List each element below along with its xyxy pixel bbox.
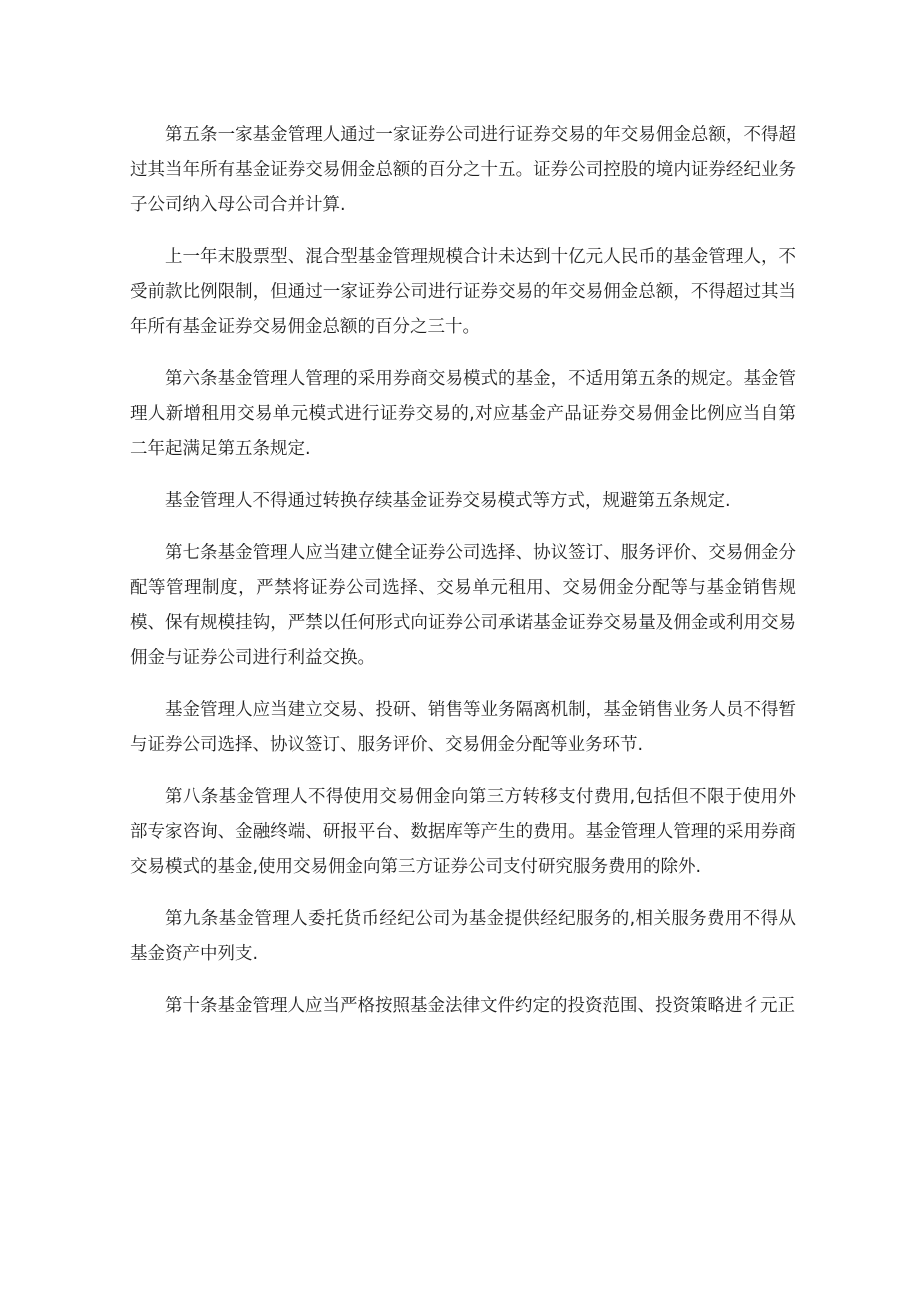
paragraph-article-5: 第五条一家基金管理人通过一家证券公司进行证券交易的年交易佣金总额，不得超过其当年所有基金证券交易佣金总额的百分之十五。证券公司控股的境内证券经纪业务子公司纳入母公司合并计算. (130, 125, 796, 215)
paragraph-article-5-exception: 上一年末股票型、混合型基金管理规模合计未达到十亿元人民币的基金管理人，不受前款比例限制，但通过一家证券公司进行证券交易的年交易佣金总额，不得超过其当年所有基金证券交易佣金总额的百分之三十。 (130, 247, 796, 337)
paragraph-article-7-supplement: 基金管理人应当建立交易、投研、销售等业务隔离机制，基金销售业务人员不得暂与证券公司选择、协议签订、服务评价、交易佣金分配等业务环节. (130, 700, 796, 755)
paragraph-article-8: 第八条基金管理人不得使用交易佣金向第三方转移支付费用,包括但不限于使用外部专家咨询、金融终端、研报平台、数据库等产生的费用。基金管理人管理的采用券商交易模式的基金,使用交易佣金向第三方证券公司支付研究服务费用的除外. (130, 787, 796, 877)
paragraph-article-9: 第九条基金管理人委托货币经纪公司为基金提供经纪服务的,相关服务费用不得从基金资产中列支. (130, 909, 796, 964)
paragraph-article-6-supplement: 基金管理人不得通过转换存续基金证券交易模式等方式，规避第五条规定. (165, 491, 731, 511)
paragraph-article-6: 第六条基金管理人管理的采用券商交易模式的基金，不适用第五条的规定。基金管理人新增租用交易单元模式进行证券交易的,对应基金产品证券交易佣金比例应当自第二年起满足第五条规定. (130, 369, 796, 459)
document-body (130, 118, 796, 1041)
paragraph-article-7: 第七条基金管理人应当建立健全证券公司选择、协议签订、服务评价、交易佣金分配等管理制度，严禁将证券公司选择、交易单元租用、交易佣金分配等与基金销售规模、保有规模挂钩，严禁以任何形式向证券公司承诺基金证券交易量及佣金或利用交易佣金与证券公司进行利益交换。 (130, 543, 796, 668)
paragraph-article-10: 第十条基金管理人应当严格按照基金法律文件约定的投资范围、投资策略进彳元正 (165, 996, 795, 1016)
